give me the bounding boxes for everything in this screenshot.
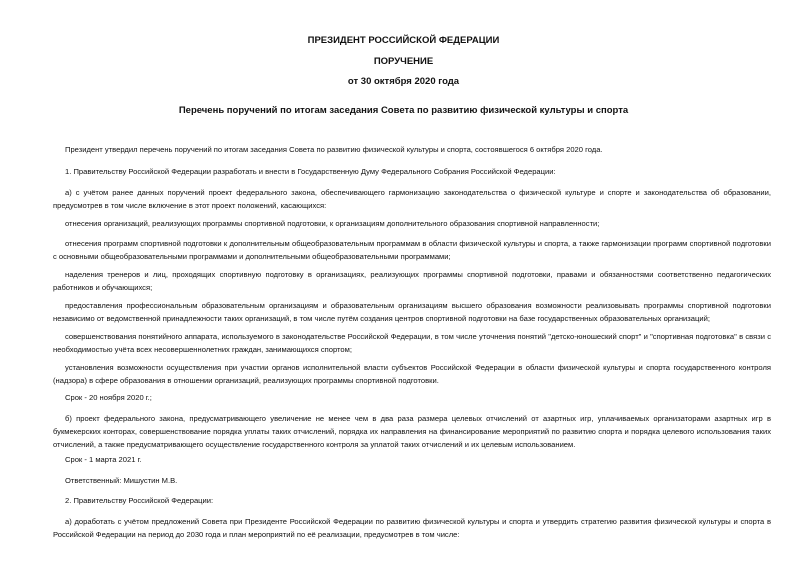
paragraph-deadline-1: Срок - 20 ноября 2020 г.; (65, 393, 152, 402)
paragraph-clause-6: установления возможности осуществления при участии органов исполнительной власти субъектов Российской Федерации в области физической культуры и спорта государственного контроля (надзора) в сфере образования в отношении организаций, реализующих программы спортивной подготовки. (53, 363, 771, 385)
paragraph-item-2a: а) доработать с учётом предложений Совета при Президенте Российской Федерации по развитию физической культуры и спорта и утвердить стратегию развития физической культуры и спорта в Российской Федерации на период до 2030 года и план мероприятий по её реализации, предусмотрев в том числе: (53, 517, 771, 539)
paragraph-item-1a: а) с учётом ранее данных поручений проект федерального закона, обеспечивающего гармонизацию законодательства о физической культуре и спорте и законодательства об образовании, предусмотрев в том числе включение в этот проект положений, касающихся: (53, 188, 771, 210)
paragraph-item-2: 2. Правительству Российской Федерации: (65, 496, 214, 505)
paragraph-clause-4: предоставления профессиональным образовательным организациям и образовательным организациям высшего образования возможности реализовывать программы спортивной подготовки независимо от ведомственной принадлежности таких организаций, в том числе путём создания центров спортивной подготовки на базе государственных образовательных организаций; (53, 301, 771, 323)
document-issuer: ПРЕЗИДЕНТ РОССИЙСКОЙ ФЕДЕРАЦИИ (307, 35, 500, 46)
paragraph-deadline-2: Срок - 1 марта 2021 г. (65, 455, 142, 464)
paragraph-clause-5: совершенствования понятийного аппарата, используемого в законодательстве Российской Федерации, в том числе уточнения понятий "детско-юношеский спорт" и "спортивная подготовка" в связи с необходимостью учёта всех несовершеннолетних граждан, занимающихся спортом; (53, 332, 771, 354)
paragraph-intro: Президент утвердил перечень поручений по итогам заседания Совета по развитию физической культуры и спорта, состоявшегося 6 октября 2020 года. (65, 145, 603, 154)
paragraph-responsible: Ответственный: Мишустин М.В. (65, 476, 178, 485)
paragraph-clause-1: отнесения организаций, реализующих программы спортивной подготовки, к организациям дополнительного образования спортивной направленности; (65, 219, 600, 228)
paragraph-clause-3: наделения тренеров и лиц, проходящих спортивную подготовку в организациях, реализующих программы спортивной подготовки, правами и обязанностями соответственно педагогических работников и обучающихся; (53, 270, 771, 292)
paragraph-item-1b: б) проект федерального закона, предусматривающего увеличение не менее чем в два раза размера целевых отчислений от азартных игр, уплачиваемых организаторами азартных игр в букмекерских конторах, совершенствование порядка уплаты таких отчислений, порядка их направления на финансирование мероприятий по развитию спорта и порядка целевого использования таких отчислений, а также предусматривающего осуществление государственного контроля за уплатой таких отчислений и их целевым использованием. (53, 414, 771, 449)
paragraph-clause-2: отнесения программ спортивной подготовки к дополнительным общеобразовательным программам в области физической культуры и спорта, а также гармонизации программ спортивной подготовки с основными общеобразовательными программами и дополнительными общеобразовательными программами; (53, 239, 771, 261)
document-date: от 30 октября 2020 года (347, 76, 460, 87)
paragraph-item-1: 1. Правительству Российской Федерации разработать и внести в Государственную Думу Федерального Собрания Российской Федерации: (65, 167, 556, 176)
document-type: ПОРУЧЕНИЕ (373, 56, 434, 67)
document-title: Перечень поручений по итогам заседания Совета по развитию физической культуры и спорта (178, 105, 629, 116)
